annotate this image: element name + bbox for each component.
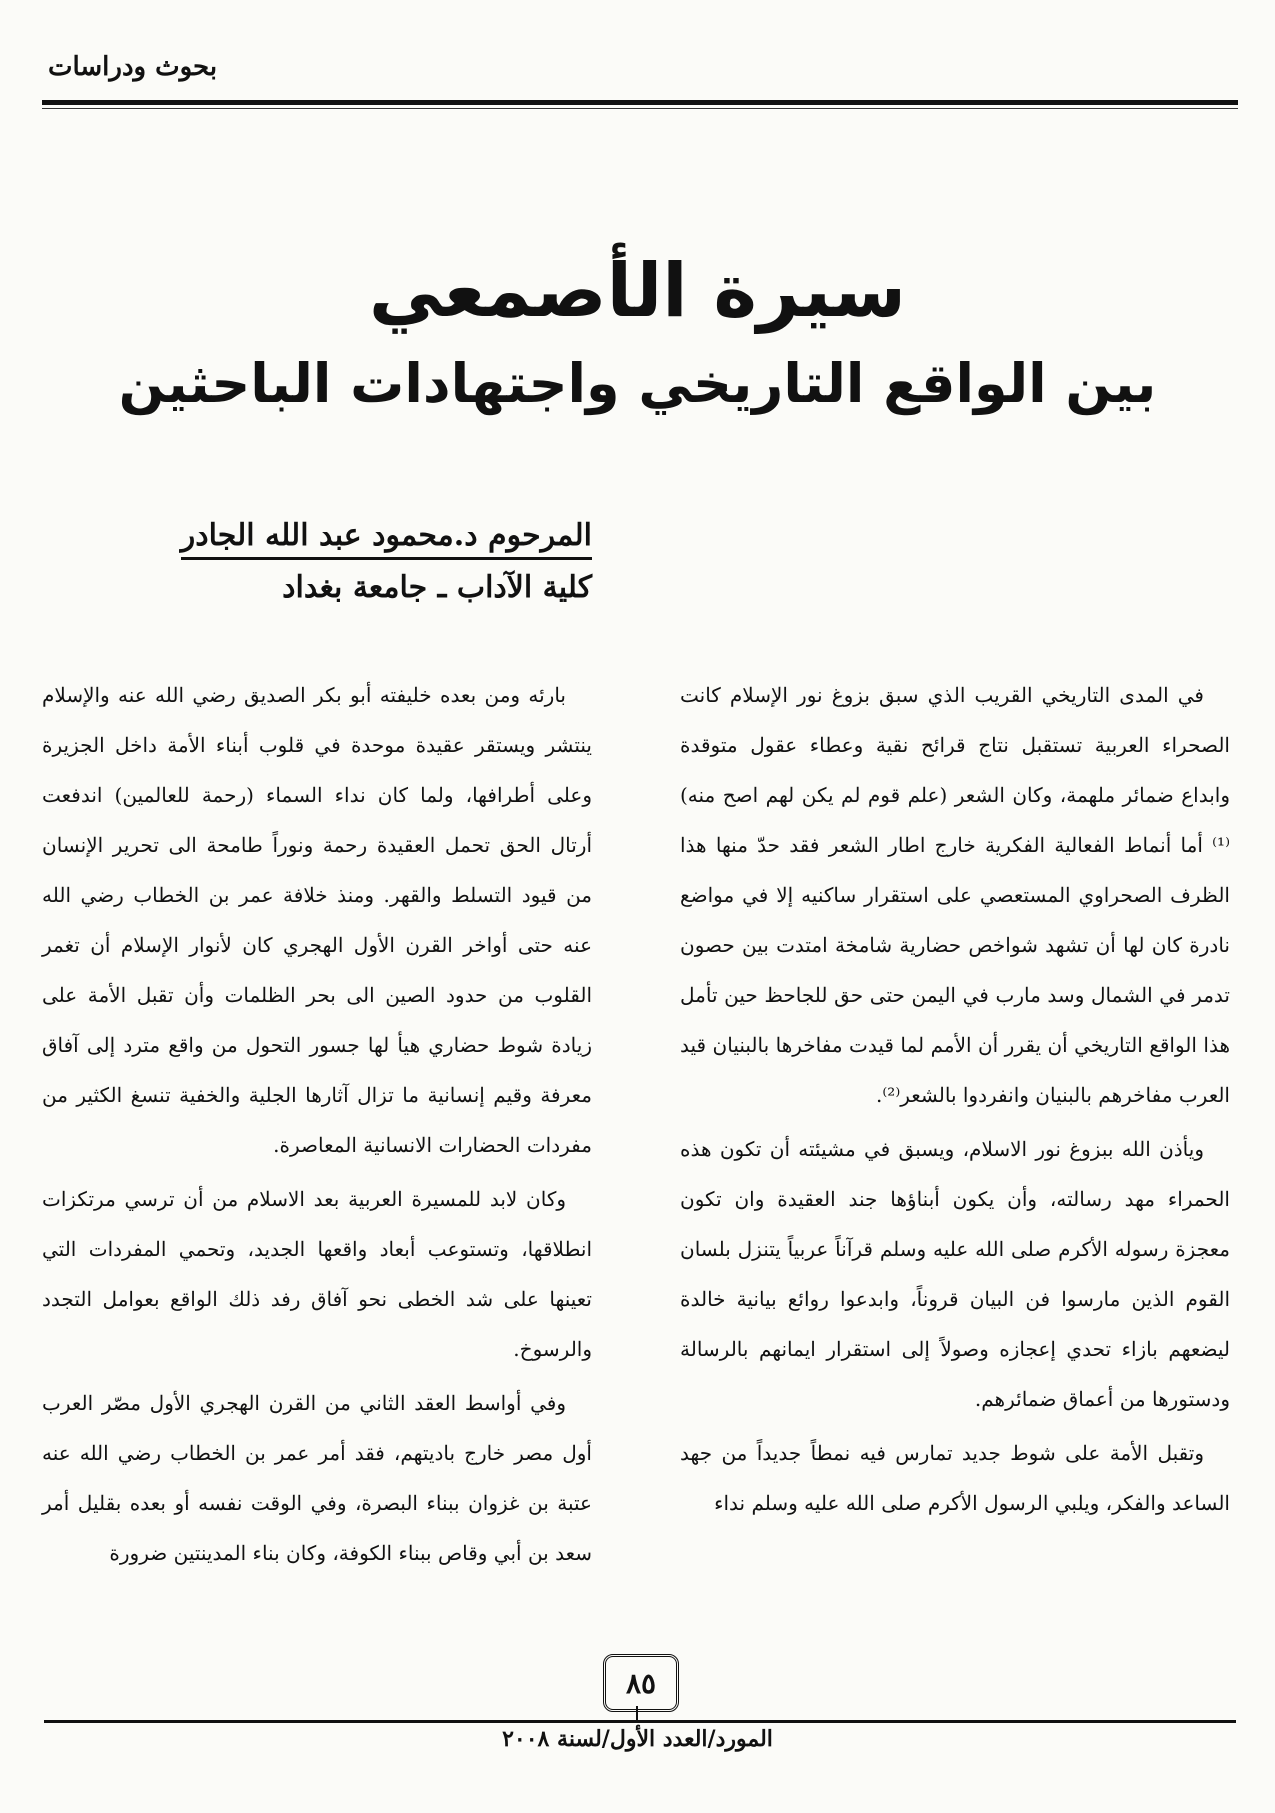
- paragraph: وكان لابد للمسيرة العربية بعد الاسلام من أن ترسي مرتكزات انطلاقها، وتستوعب أبعاد واقعها الجديد، وتحمي المفردات التي تعينها على شد الخطى نحو آفاق رفد ذلك الواقع بعوامل التجدد والرسوخ.: [42, 1187, 592, 1361]
- page-number-box: [603, 1654, 679, 1712]
- article-subtitle: بين الواقع التاريخي واجتهادات الباحثين: [118, 352, 1157, 415]
- journal-citation: المورد/العدد الأول/لسنة ٢٠٠٨: [502, 1726, 773, 1752]
- author-affiliation: كلية الآداب ـ جامعة بغداد: [282, 570, 592, 605]
- footer-rule: [44, 1720, 1236, 1723]
- paragraph: بارئه ومن بعده خليفته أبو بكر الصديق رضي الله عنه والإسلام ينتشر ويستقر عقيدة موحدة في قلوب أبناء الأمة داخل الجزيرة وعلى أطرافها، ولما كان نداء السماء (رحمة للعالمين) اندفعت أرتال الحق تحمل العقيدة رحمة ونوراً طامحة الى تحرير الإنسان من قيود التسلط والقهر. ومنذ خلافة عمر بن الخطاب رضي الله عنه حتى أواخر القرن الأول الهجري كان لأنوار الإسلام أن تغمر القلوب من حدود الصين الى بحر الظلمات وأن تقبل الأمة على زيادة شوط حضاري هيأ لها جسور التحول من واقع مترد إلى آفاق معرفة وقيم إنسانية ما تزال آثارها الجلية والخفية تنسغ الكثير من مفردات الحضارات الانسانية المعاصرة.: [42, 683, 592, 1157]
- header-rule: [42, 100, 1238, 105]
- paragraph: ويأذن الله ببزوغ نور الاسلام، ويسبق في مشيئته أن تكون هذه الحمراء مهد رسالته، وأن يكون أبناؤها جند العقيدة وان تكون معجزة رسوله الأكرم صلى الله عليه وسلم قرآناً عربياً يتنزل بلسان القوم الذين مارسوا فن البيان قروناً، وابدعوا روائع بيانية خالدة ليضعهم بازاء تحدي إعجازه وصولاً إلى استقرار ايمانهم بالرسالة ودستورها من أعماق ضمائرهم.: [680, 1137, 1230, 1411]
- section-label: بحوث ودراسات: [48, 52, 218, 82]
- right-text-column: [680, 670, 1230, 1532]
- paragraph: وتقبل الأمة على شوط جديد تمارس فيه نمطاً جديداً من جهد الساعد والفكر، ويلبي الرسول الأكرم صلى الله عليه وسلم نداء: [680, 1441, 1230, 1515]
- paragraph: في المدى التاريخي القريب الذي سبق بزوغ نور الإسلام كانت الصحراء العربية تستقبل نتاج قرائح نقية وعطاء عقول متوقدة وابداع ضمائر ملهمة، وكان الشعر (علم قوم لم يكن لهم اصح منه)⁽¹⁾ أما أنماط الفعالية الفكرية خارج اطار الشعر فقد حدّ منها هذا الظرف الصحراوي المستعصي على استقرار ساكنيه إلا في مواضع نادرة كان لها أن تشهد شواخص حضارية شامخة امتدت بين حصون تدمر في الشمال وسد مارب في اليمن حتى حق للجاحظ حين تأمل هذا الواقع التاريخي أن يقرر أن الأمم لما قيدت مفاخرها بالبنيان قيد العرب مفاخرهم بالبنيان وانفردوا بالشعر⁽²⁾.: [680, 683, 1230, 1107]
- author-name: المرحوم د.محمود عبد الله الجادر: [181, 518, 592, 560]
- paragraph: وفي أواسط العقد الثاني من القرن الهجري الأول مصّر العرب أول مصر خارج باديتهم، فقد أمر عمر بن الخطاب رضي الله عنه عتبة بن غزوان ببناء البصرة، وفي الوقت نفسه أو بعده بقليل أمر سعد بن أبي وقاص ببناء الكوفة، وكان بناء المدينتين ضرورة: [42, 1391, 592, 1565]
- page-number: ٨٥: [625, 1666, 657, 1700]
- left-text-column: [42, 670, 592, 1582]
- page-number-connector: [636, 1706, 638, 1720]
- article-title: سيرة الأصمعي: [368, 248, 907, 334]
